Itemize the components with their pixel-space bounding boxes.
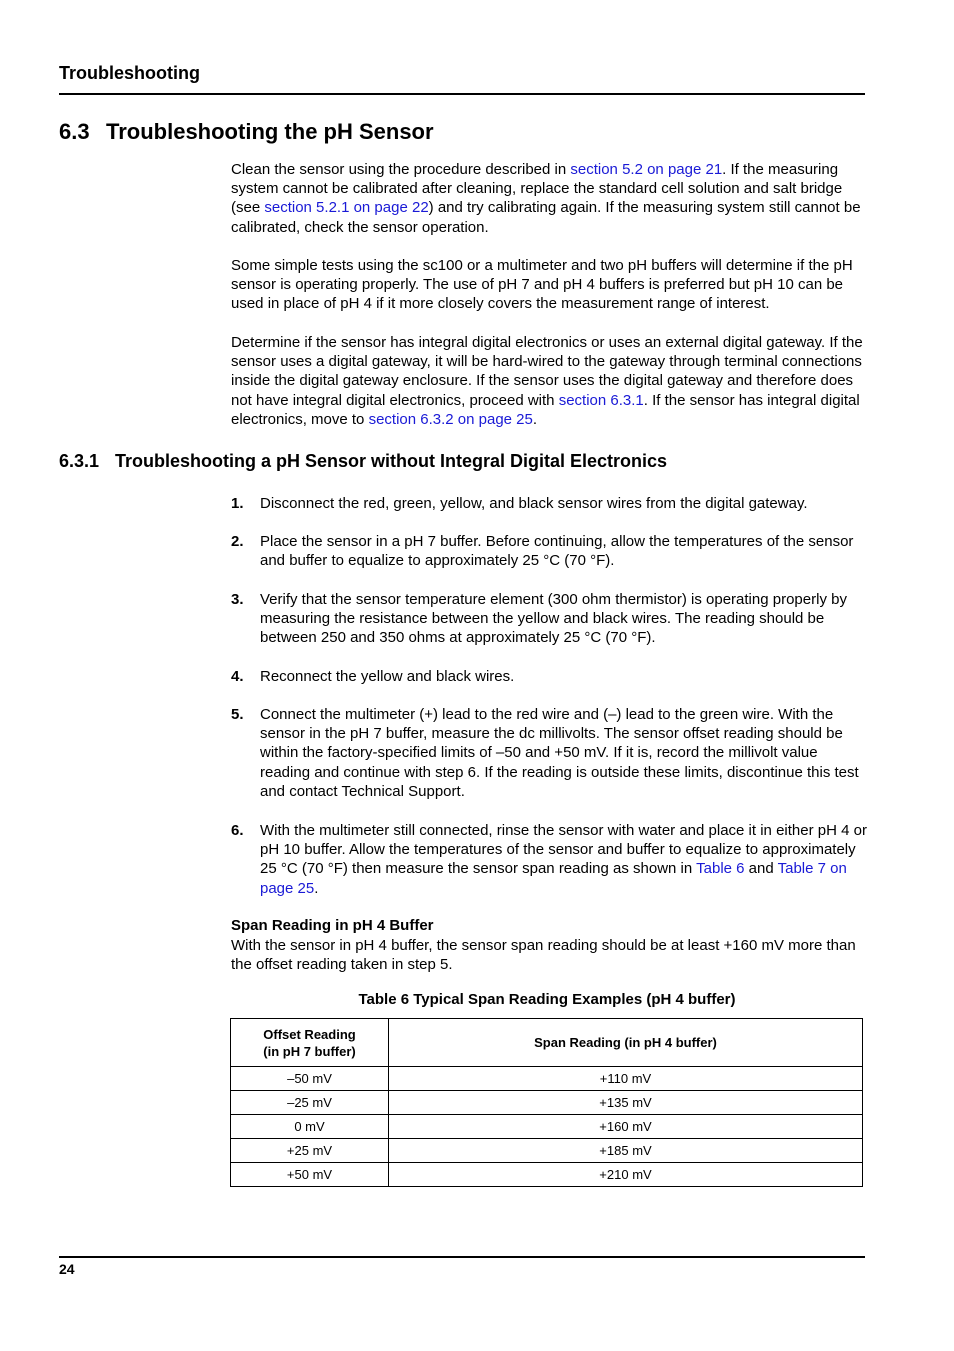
electronics-paragraph: Determine if the sensor has integral digital electronics or uses an external digital gateway. If the sensor uses a digital gateway, it will be hard-wired to the gateway through terminal connections inside the digital gateway enclosure. If the sensor uses the digital gateway and therefore does not have integral digital electronics, proceed with section 6.3.1. If the sensor has integral digital electronics, move to section 6.3.2 on page 25.: [231, 334, 863, 428]
table-row: [231, 1067, 863, 1091]
section-title: Troubleshooting the pH Sensor: [106, 119, 434, 144]
table-row: [231, 1091, 863, 1115]
step-number: 3.: [231, 591, 244, 608]
offset-cell: –50 mV: [231, 1067, 389, 1091]
section-heading: [59, 119, 434, 145]
span-reading-table: [230, 1018, 863, 1187]
running-header: Troubleshooting: [59, 63, 200, 83]
step-text: Disconnect the red, green, yellow, and black sensor wires from the digital gateway.: [260, 495, 808, 512]
link-section-5-2-1[interactable]: section 5.2.1 on page 22: [264, 199, 429, 217]
page-number: 24: [59, 1261, 75, 1277]
step-1: [231, 494, 871, 513]
table-row: [231, 1139, 863, 1163]
subsection-title: Troubleshooting a pH Sensor without Integral Digital Electronics: [115, 451, 668, 471]
span-reading-paragraph: With the sensor in pH 4 buffer, the sensor span reading should be at least +160 mV more than the offset reading taken in step 5.: [231, 937, 856, 974]
link-table-7[interactable]: Table 7 on page 25: [260, 860, 847, 897]
offset-cell: +25 mV: [231, 1139, 389, 1163]
header-offset-reading: Offset Reading (in pH 7 buffer): [231, 1019, 389, 1067]
offset-cell: –25 mV: [231, 1091, 389, 1115]
step-number: 1.: [231, 495, 244, 512]
intro-paragraph: Clean the sensor using the procedure described in section 5.2 on page 21. If the measuring system cannot be calibrated after cleaning, replace the standard cell solution and salt bridge (see section 5.2.1 on page 22) and try calibrating again. If the measuring system still cannot be calibrated, check the sensor operation.: [231, 161, 861, 236]
subsection-number: 6.3.1: [59, 451, 100, 471]
span-cell: +185 mV: [389, 1139, 863, 1163]
step-text: With the multimeter still connected, rinse the sensor with water and place it in either pH 4 or pH 10 buffer. Allow the temperatures of the sensor and buffer to equalize to approximately 25 °C (70 °F) then measure the sensor span reading as shown in Table 6 and Table 7 on page 25.: [260, 822, 867, 897]
step-3: [231, 590, 871, 648]
offset-cell: 0 mV: [231, 1115, 389, 1139]
step-number: 6.: [231, 822, 244, 839]
link-section-5-2[interactable]: section 5.2 on page 21: [570, 161, 723, 178]
header-rule: [59, 93, 865, 95]
section-number: 6.3: [59, 119, 90, 144]
link-section-6-3-1[interactable]: section 6.3.1: [558, 391, 644, 409]
span-cell: +135 mV: [389, 1091, 863, 1115]
step-text: Verify that the sensor temperature element (300 ohm thermistor) is operating properly by measuring the resistance between the yellow and black wires. The reading should be between 250 and 350 ohms at approximately 25 °C (70 °F).: [260, 591, 847, 647]
step-text: Connect the multimeter (+) lead to the red wire and (–) lead to the green wire. With the sensor in the pH 7 buffer, measure the dc millivolts. The sensor offset reading should be within the factory-specified limits of –50 and +50 mV. If it is, record the millivolt value reading and continue with step 6. If the reading is outside these limits, discontinue this test and contact Technical Support.: [260, 706, 859, 800]
link-table-6[interactable]: Table 6: [696, 860, 745, 878]
step-2: [231, 532, 871, 570]
table-row: [231, 1163, 863, 1187]
step-number: 4.: [231, 668, 244, 685]
table-caption: Table 6 Typical Span Reading Examples (pH 4 buffer): [358, 991, 736, 1008]
header-span-reading: Span Reading (in pH 4 buffer): [389, 1019, 863, 1067]
step-4: [231, 667, 871, 686]
subsection-heading: [59, 451, 667, 472]
step-5: [231, 705, 871, 801]
tests-paragraph: Some simple tests using the sc100 or a multimeter and two pH buffers will determine if the pH sensor is operating properly. The use of pH 7 and pH 4 buffers is preferred but pH 10 can be used in place of pH 4 if it more closely covers the measurement range of interest.: [231, 257, 853, 313]
footer-rule: [59, 1256, 865, 1258]
step-number: 5.: [231, 706, 244, 723]
span-reading-heading: Span Reading in pH 4 Buffer: [231, 917, 434, 934]
step-number: 2.: [231, 533, 244, 550]
span-cell: +160 mV: [389, 1115, 863, 1139]
link-section-6-3-2[interactable]: section 6.3.2 on page 25: [368, 410, 533, 428]
step-6: [231, 821, 871, 898]
span-cell: +210 mV: [389, 1163, 863, 1187]
table-row: [231, 1115, 863, 1139]
step-text: Reconnect the yellow and black wires.: [260, 668, 515, 685]
offset-cell: +50 mV: [231, 1163, 389, 1187]
step-text: Place the sensor in a pH 7 buffer. Before continuing, allow the temperatures of the sensor and buffer to equalize to approximately 25 °C (70 °F).: [260, 533, 854, 570]
table-header-row: [231, 1019, 863, 1067]
span-cell: +110 mV: [389, 1067, 863, 1091]
